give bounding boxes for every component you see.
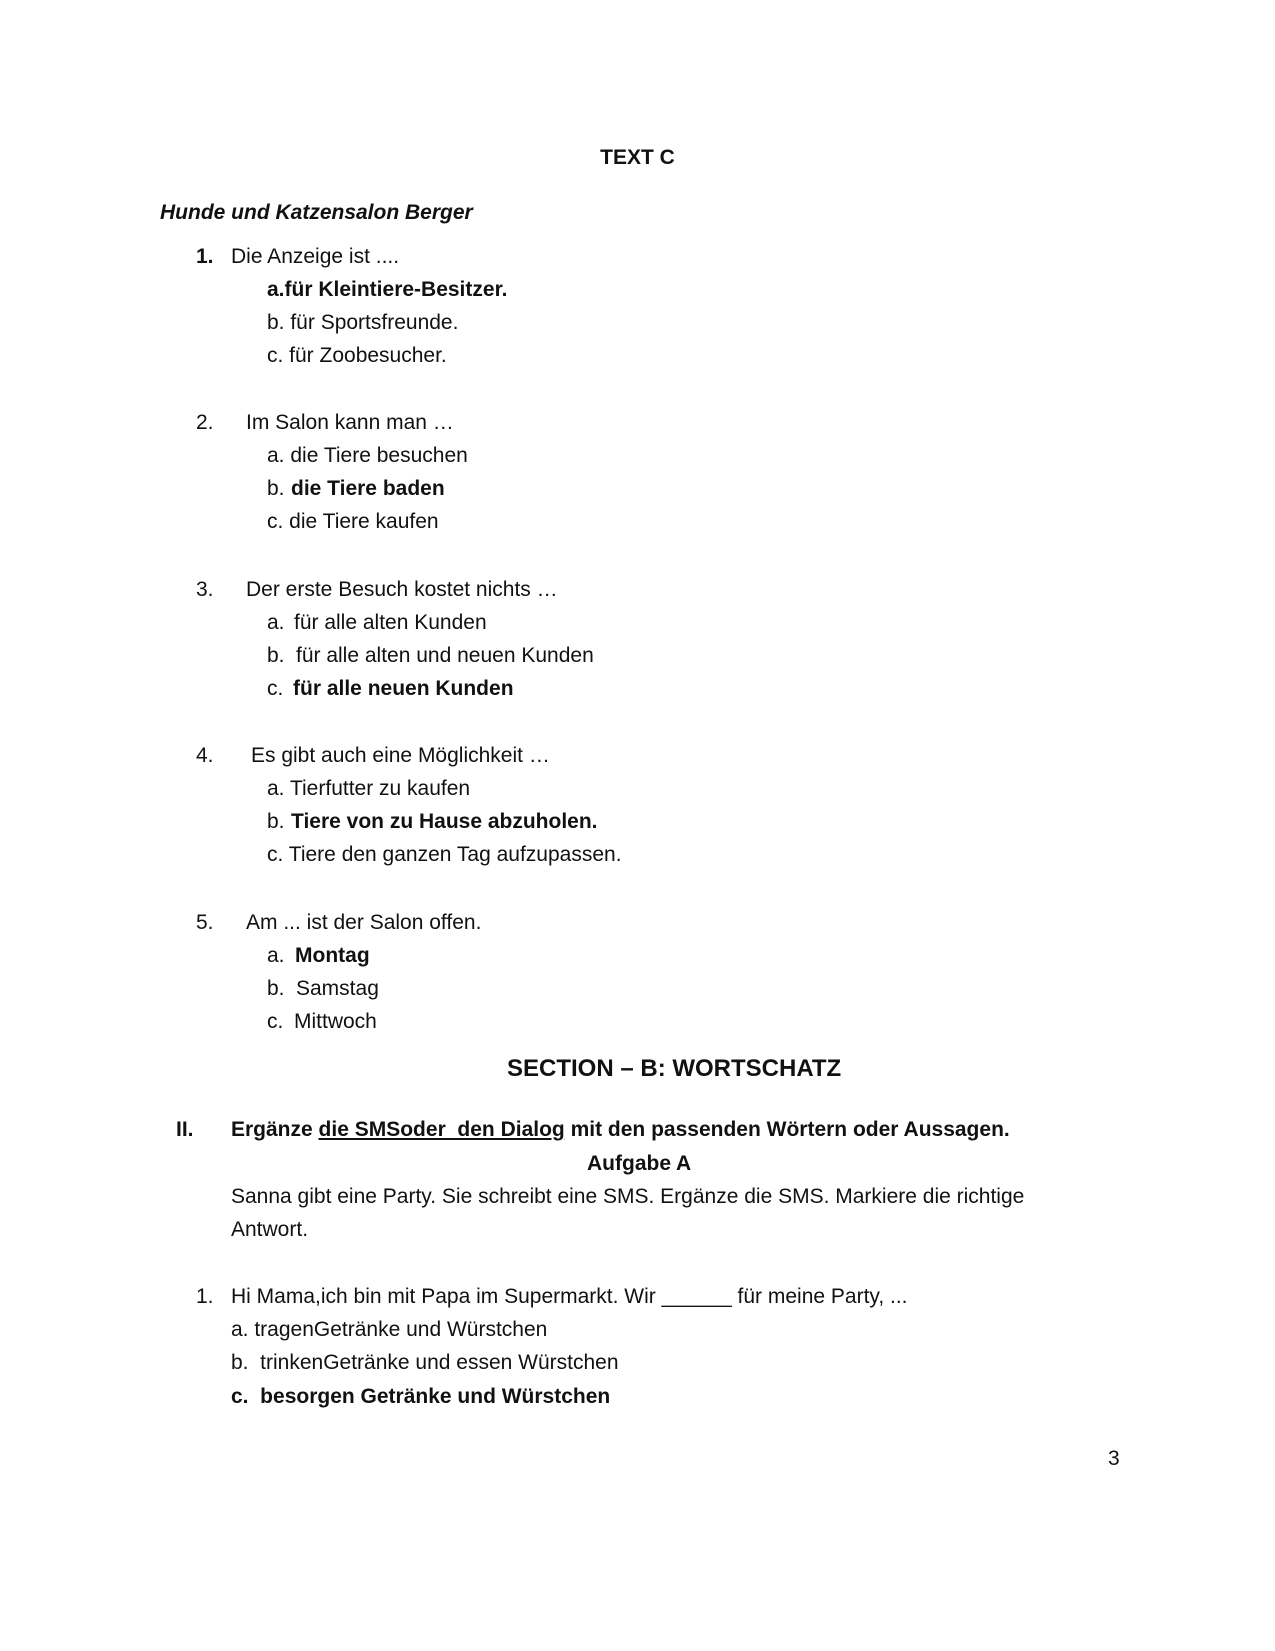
question-number: 2. [196,411,214,434]
task-intro-line: Sanna gibt eine Party. Sie schreibt eine SMS. Ergänze die SMS. Markiere die richtige [231,1185,1025,1208]
answer-option-correct: a.für Kleintiere-Besitzer. [267,278,508,301]
question-number: 3. [196,578,214,601]
task-title: Aufgabe A [587,1152,692,1175]
answer-option-correct: für alle neuen Kunden [293,677,514,700]
question-prompt: Hi Mama,ich bin mit Papa im Supermarkt. Wir ______ für meine Party, ... [231,1285,908,1308]
task-intro-line: Antwort. [231,1218,309,1241]
answer-option: c. für Zoobesucher. [267,344,447,367]
answer-option-letter: a. [267,611,285,634]
instruction-pre: Ergänze [231,1118,313,1141]
question-number: 1. [196,245,214,268]
answer-option-letter: b. [267,644,285,667]
answer-option: Samstag [296,977,379,1000]
answer-option: a. Tierfutter zu kaufen [267,777,471,800]
question-number: 1. [196,1285,214,1308]
question-number: 5. [196,911,214,934]
section-heading-text-c: TEXT C [600,146,675,169]
question-prompt: Am ... ist der Salon offen. [246,911,482,934]
answer-option-letter: c. [267,1010,284,1033]
answer-option-correct: c. besorgen Getränke und Würstchen [231,1385,611,1408]
answer-option: für alle alten Kunden [294,611,487,634]
question-prompt: Es gibt auch eine Möglichkeit … [251,744,550,767]
answer-option-letter: c. [267,677,284,700]
answer-option-letter: b. [267,810,285,833]
answer-option: c. Tiere den ganzen Tag aufzupassen. [267,843,622,866]
answer-option: c. die Tiere kaufen [267,510,439,533]
question-prompt: Die Anzeige ist .... [231,245,400,268]
instruction-underlined: die SMSoder den Dialog [318,1118,565,1141]
answer-option-correct: die Tiere baden [291,477,445,500]
answer-option-correct: Tiere von zu Hause abzuholen. [291,810,598,833]
answer-option: für alle alten und neuen Kunden [296,644,594,667]
answer-option: Mittwoch [294,1010,377,1033]
document-subtitle: Hunde und Katzensalon Berger [160,201,473,224]
answer-option-letter: a. [267,944,285,967]
question-prompt: Der erste Besuch kostet nichts … [246,578,558,601]
answer-option: a. tragenGetränke und Würstchen [231,1318,548,1341]
question-number: 4. [196,744,214,767]
answer-option-correct: Montag [295,944,370,967]
roman-numeral: II. [176,1118,194,1141]
instruction-line [231,1117,1010,1142]
answer-option: b. für Sportsfreunde. [267,311,459,334]
page-number: 3 [1108,1447,1120,1470]
answer-option-letter: b. [267,977,285,1000]
answer-option: a. die Tiere besuchen [267,444,468,467]
instruction-post: mit den passenden Wörtern oder Aussagen. [570,1118,1010,1141]
answer-option: b. trinkenGetränke und essen Würstchen [231,1351,619,1374]
answer-option-letter: b. [267,477,285,500]
question-prompt: Im Salon kann man … [246,411,454,434]
section-heading-wortschatz: SECTION – B: WORTSCHATZ [507,1055,842,1082]
